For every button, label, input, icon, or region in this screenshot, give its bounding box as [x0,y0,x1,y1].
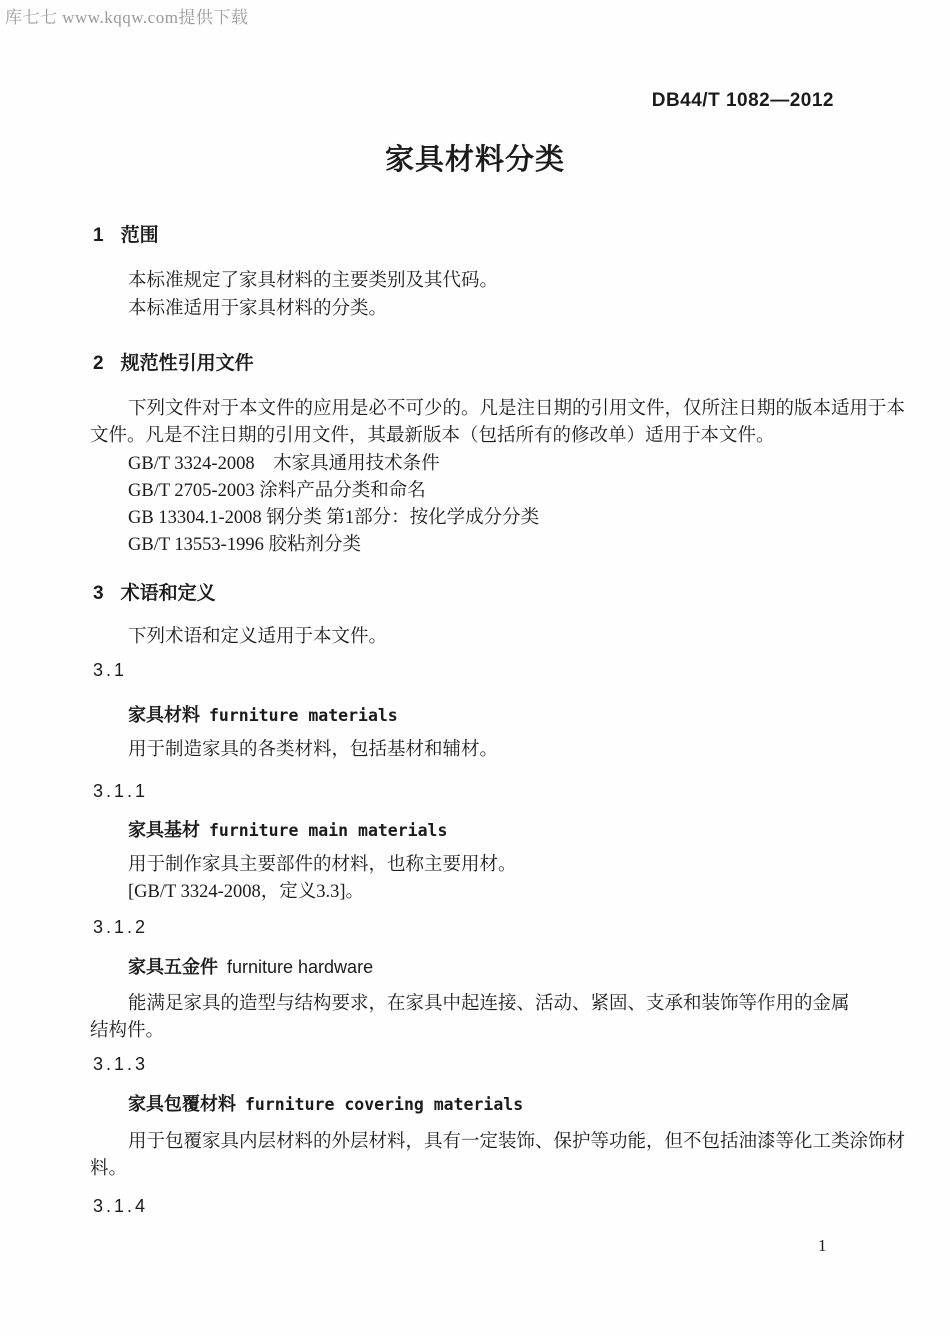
section-3-heading [93,578,216,605]
section-1-heading [93,220,159,247]
watermark-text: 库七七 www.kqqw.com提供下载 [5,8,249,27]
term-3-1-2 [128,953,373,979]
clause-number-3-1: 3.1 [93,660,128,680]
term-3-1-3-chinese: 家具包覆材料 [128,1094,236,1114]
section-3-number: 3 [93,583,104,604]
normative-refs-paragraph-line-2: 文件。凡是不注日期的引用文件，其最新版本（包括所有的修改单）适用于本文件。 [90,426,775,446]
reference-item: GB/T 3324-2008 木家具通用技术条件 [128,454,440,474]
term-3-1-2-definition-line-1: 能满足家具的造型与结构要求，在家具中起连接、活动、紧固、支承和装饰等作用的金属 [128,994,850,1014]
section-2-heading [93,348,254,375]
term-3-1-english: furniture materials [209,706,398,725]
term-3-1-2-definition-line-2: 结构件。 [90,1021,165,1041]
term-3-1-3-english: furniture covering materials [245,1095,524,1114]
page-title: 家具材料分类 [384,144,565,176]
scope-paragraph-1: 本标准规定了家具材料的主要类别及其代码。 [128,271,499,291]
reference-item: GB/T 13553-1996 胶粘剂分类 [128,535,361,555]
term-3-1-2-english: furniture hardware [227,957,374,977]
normative-refs-paragraph-line-1: 下列文件对于本文件的应用是必不可少的。凡是注日期的引用文件，仅所注日期的版本适用于本 [128,399,906,419]
term-3-1-1-chinese: 家具基材 [128,820,200,840]
term-3-1-1 [128,816,447,842]
page-number: 1 [818,1236,827,1255]
term-3-1 [128,701,398,727]
term-3-1-1-definition-line-2: [GB/T 3324-2008，定义3.3]。 [128,882,365,902]
section-3-title: 术语和定义 [120,583,216,604]
clause-number-3-1-1: 3.1.1 [93,781,149,801]
doc-code: DB44/T 1082—2012 [651,90,834,111]
term-3-1-definition: 用于制造家具的各类材料，包括基材和辅材。 [128,740,499,760]
section-2-title: 规范性引用文件 [120,353,254,374]
term-3-1-3-definition-line-1: 用于包覆家具内层材料的外层材料，具有一定装饰、保护等功能，但不包括油漆等化工类涂饰材 [128,1132,906,1152]
clause-number-3-1-2: 3.1.2 [93,917,149,937]
term-3-1-1-english: furniture main materials [209,821,448,840]
reference-item: GB/T 2705-2003 涂料产品分类和命名 [128,481,426,501]
reference-item: GB 13304.1-2008 钢分类 第1部分：按化学成分分类 [128,508,540,528]
term-3-1-1-definition-line-1: 用于制作家具主要部件的材料，也称主要用材。 [128,855,517,875]
term-3-1-3-definition-line-2: 料。 [90,1159,128,1179]
term-3-1-2-chinese: 家具五金件 [128,957,218,977]
section-1-title: 范围 [120,225,159,246]
section-2-number: 2 [93,353,104,374]
terms-intro: 下列术语和定义适用于本文件。 [128,627,388,647]
scope-paragraph-2: 本标准适用于家具材料的分类。 [128,299,388,319]
term-3-1-chinese: 家具材料 [128,705,200,725]
clause-number-3-1-3: 3.1.3 [93,1054,149,1074]
section-1-number: 1 [93,225,104,246]
term-3-1-3 [128,1090,523,1116]
clause-number-3-1-4: 3.1.4 [93,1196,149,1216]
